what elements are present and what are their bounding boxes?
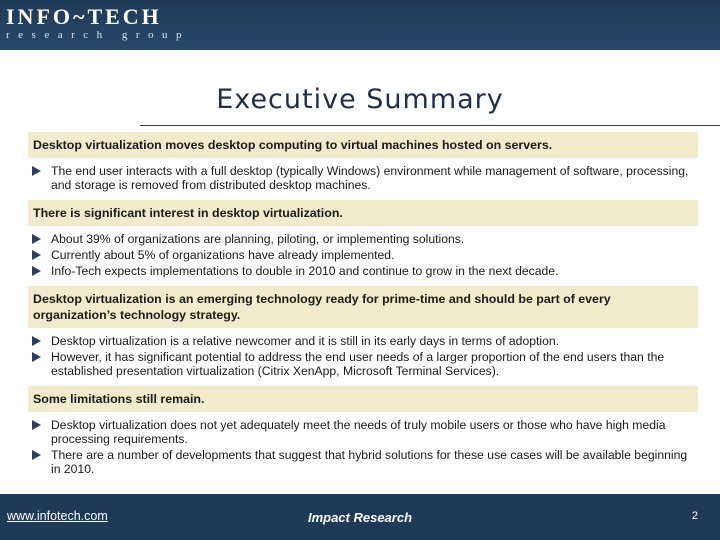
bullet-triangle-icon [32,250,41,260]
bullet-text: Info-Tech expects implementations to double in 2010 and continue to grow in the next decade. [51,264,559,278]
bullet-list [28,226,698,286]
bullet-text: However, it has significant potential to address the end user needs of a larger proportion of the end users than the established presentation virtualization (Citrix XenApp, Microsoft Terminal Services). [51,350,665,378]
logo-sub-text: research group [6,29,191,41]
logo-main-text: INFO~TECH [6,4,162,29]
section-heading: Desktop virtualization moves desktop computing to virtual machines hosted on servers. [28,132,698,158]
footer-tagline: Impact Research [307,510,413,525]
bullet-text: Currently about 5% of organizations have already implemented. [51,248,395,262]
bullet-triangle-icon [32,420,41,430]
section-heading: Desktop virtualization is an emerging technology ready for prime-time and should be part of every organization’s technology strategy. [28,286,698,328]
bullet-item [32,164,698,192]
bullet-text: About 39% of organizations are planning, piloting, or implementing solutions. [51,232,465,246]
bullet-triangle-icon [32,266,41,276]
bullet-triangle-icon [32,352,41,362]
bullet-text: The end user interacts with a full desktop (typically Windows) environment while management of software, processing, and storage is removed from distributed desktop machines. [51,164,689,192]
bullet-list [28,412,698,484]
bullet-item [32,350,698,378]
website-link[interactable]: www.infotech.com [7,509,108,523]
info-tech-logo [6,5,190,41]
section-4 [28,386,698,484]
bullet-list [28,158,698,200]
bullet-item [32,248,698,262]
bullet-triangle-icon [32,166,41,176]
section-heading: Some limitations still remain. [28,386,698,412]
section-3 [28,286,698,386]
bullet-triangle-icon [32,450,41,460]
bullet-item [32,334,698,348]
bullet-text: Desktop virtualization is a relative newcomer and it is still in its early days in terms of adoption. [51,334,560,348]
summary-content [28,132,698,484]
footer-bar [0,494,720,540]
section-1 [28,132,698,200]
title-divider [140,125,720,126]
bullet-item [32,418,698,446]
bullet-item [32,448,698,476]
section-2 [28,200,698,286]
bullet-text: There are a number of developments that suggest that hybrid solutions for these use cases will be available beginning in 2010. [51,448,688,476]
section-heading: There is significant interest in desktop virtualization. [28,200,698,226]
bullet-text: Desktop virtualization does not yet adequately meet the needs of truly mobile users or those who have high media processing requirements. [51,418,666,446]
bullet-triangle-icon [32,336,41,346]
bullet-list [28,328,698,386]
bullet-triangle-icon [32,234,41,244]
bullet-item [32,232,698,246]
bullet-item [32,264,698,278]
header-bar [0,0,720,50]
page-number: 2 [691,510,698,522]
page-title: Executive Summary [216,84,504,115]
